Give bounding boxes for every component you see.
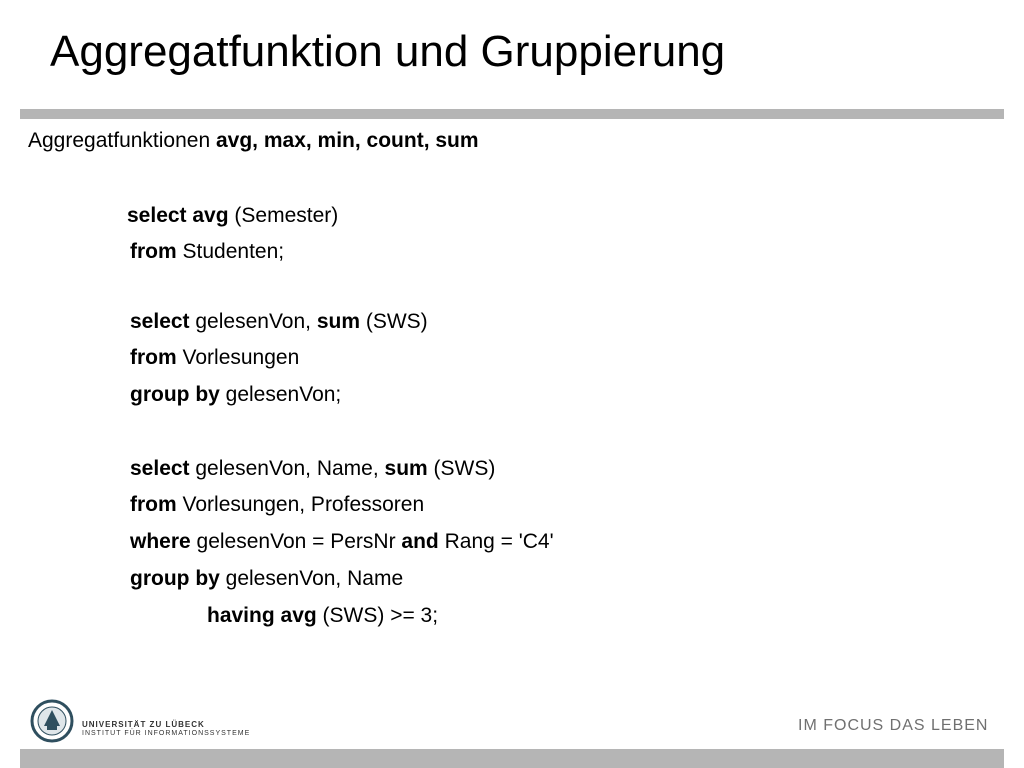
sql-text: Studenten; (176, 240, 285, 263)
query1-line1 (127, 202, 338, 230)
sql-keyword: group by (130, 383, 220, 406)
sql-keyword: select (130, 310, 190, 333)
query3-line4 (130, 565, 403, 593)
footer-slogan: IM FOCUS DAS LEBEN (798, 717, 989, 734)
query3-line1 (130, 455, 495, 483)
query1-line2 (130, 238, 284, 266)
sql-text: gelesenVon = PersNr (190, 530, 402, 553)
university-seal-icon (30, 698, 74, 744)
sql-text: (SWS) (360, 310, 428, 333)
sql-text: (Semester) (228, 204, 339, 227)
sql-text: gelesenVon; (219, 383, 342, 406)
sql-keyword: and (401, 530, 439, 553)
sql-keyword: from (130, 240, 177, 263)
institute-name: INSTITUT FÜR INFORMATIONSSYSTEME (82, 730, 251, 737)
query3-line5 (207, 602, 438, 630)
intro-prefix: Aggregatfunktionen (28, 129, 216, 152)
sql-text: Vorlesungen (176, 346, 300, 369)
sql-keyword: select (130, 457, 190, 480)
title-divider-bar (20, 109, 1004, 119)
sql-text: gelesenVon, (189, 310, 317, 333)
sql-keyword: group by (130, 567, 220, 590)
sql-text: Vorlesungen, Professoren (176, 493, 425, 516)
query3-line2 (130, 491, 424, 519)
sql-text: gelesenVon, Name (219, 567, 404, 590)
query2-line2 (130, 344, 299, 372)
sql-keyword: having avg (207, 604, 317, 627)
sql-keyword: sum (384, 457, 428, 480)
query3-line3 (130, 528, 554, 556)
university-name: UNIVERSITÄT ZU LÜBECK (82, 720, 205, 729)
intro-keywords: avg, max, min, count, sum (215, 129, 479, 152)
sql-text: (SWS) (427, 457, 496, 480)
sql-keyword: from (130, 493, 177, 516)
sql-text: Rang = 'C4' (438, 530, 554, 553)
query2-line1 (130, 308, 428, 336)
footer-bar (20, 749, 1004, 768)
query2-line3 (130, 381, 341, 409)
sql-keyword: from (130, 346, 177, 369)
slide-title: Aggregatfunktion und Gruppierung (50, 27, 726, 76)
sql-keyword: select avg (127, 204, 229, 227)
sql-keyword: sum (316, 310, 361, 333)
sql-text: gelesenVon, Name, (189, 457, 385, 480)
intro-line (28, 127, 479, 155)
sql-keyword: where (130, 530, 191, 553)
sql-text: (SWS) >= 3; (316, 604, 439, 627)
